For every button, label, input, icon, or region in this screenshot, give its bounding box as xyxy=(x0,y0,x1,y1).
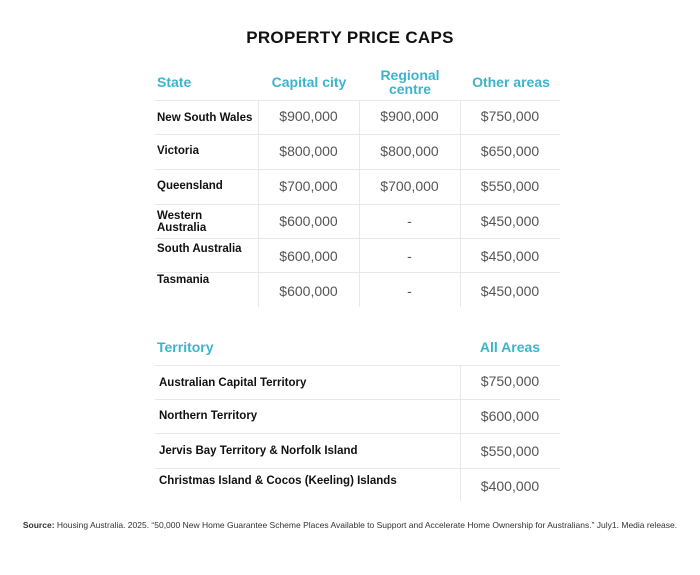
state-name: Queensland xyxy=(157,180,223,192)
capital-city-value: $600,000 xyxy=(279,248,338,264)
header-state: State xyxy=(157,74,192,90)
regional-centre-value: $800,000 xyxy=(380,143,439,159)
state-name: South Australia xyxy=(157,243,242,255)
source-text: Housing Australia. 2025. “50,000 New Home Guarantee Scheme Places Available to Support and Accelerate Home Ownership for Australians.” July1. Media release. xyxy=(56,520,678,530)
regional-centre-value: - xyxy=(407,248,412,264)
header-capital-city: Capital city xyxy=(271,74,347,90)
other-areas-value: $650,000 xyxy=(480,143,540,159)
territory-name: Northern Territory xyxy=(159,410,258,422)
regional-centre-value: $900,000 xyxy=(380,108,439,124)
other-areas-value: $450,000 xyxy=(480,283,540,299)
state-name: New South Wales xyxy=(157,112,253,124)
header-regional-centre: Regional centre xyxy=(380,67,440,97)
all-areas-value: $600,000 xyxy=(480,408,540,424)
regional-centre-value: - xyxy=(407,283,412,299)
other-areas-value: $450,000 xyxy=(480,213,540,229)
capital-city-value: $900,000 xyxy=(279,108,338,124)
territory-name: Jervis Bay Territory & Norfolk Island xyxy=(159,445,358,457)
state-name: Tasmania xyxy=(157,274,210,286)
capital-city-value: $600,000 xyxy=(279,213,338,229)
source-note xyxy=(0,520,700,531)
territory-name: Australian Capital Territory xyxy=(159,377,307,389)
header-other-areas: Other areas xyxy=(472,74,550,90)
other-areas-value: $450,000 xyxy=(480,248,540,264)
source-label: Source: xyxy=(22,520,55,530)
state-name: Western Australia xyxy=(157,210,207,234)
regional-centre-value: $700,000 xyxy=(380,178,439,194)
state-name: Victoria xyxy=(157,145,199,157)
capital-city-value: $700,000 xyxy=(279,178,338,194)
page-title: PROPERTY PRICE CAPS xyxy=(246,28,454,47)
territory-name: Christmas Island & Cocos (Keeling) Islands xyxy=(159,475,397,487)
other-areas-value: $750,000 xyxy=(480,108,540,124)
capital-city-value: $600,000 xyxy=(279,283,338,299)
header-territory: Territory xyxy=(157,339,214,355)
all-areas-value: $750,000 xyxy=(480,373,540,389)
capital-city-value: $800,000 xyxy=(279,143,338,159)
other-areas-value: $550,000 xyxy=(480,178,540,194)
regional-centre-value: - xyxy=(407,213,412,229)
all-areas-value: $550,000 xyxy=(480,443,540,459)
all-areas-value: $400,000 xyxy=(480,478,540,494)
header-all-areas: All Areas xyxy=(479,339,541,355)
